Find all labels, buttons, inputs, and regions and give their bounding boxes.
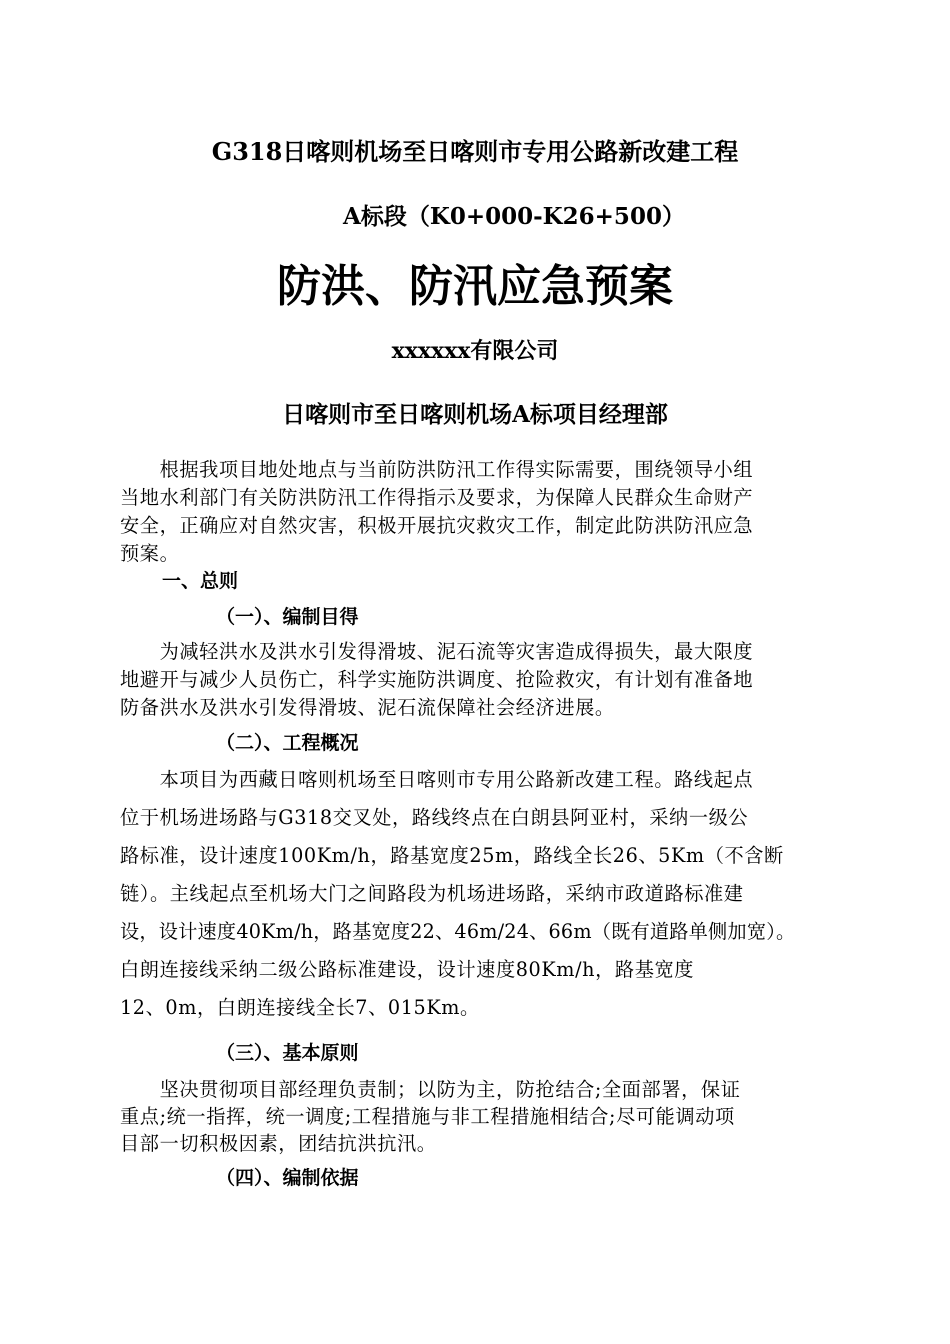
paragraph-line: 地避开与减少人员伤亡，科学实施防洪调度、抢险救灾，有计划有准备地 [120, 668, 754, 691]
subsection-heading-overview: （二）、工程概况 [216, 732, 359, 754]
paragraph-line: 坚决贯彻项目部经理负责制；以防为主，防抢结合;全面部署，保证 [120, 1078, 741, 1101]
paragraph-line: 防备洪水及洪水引发得滑坡、泥石流保障社会经济进展。 [120, 696, 615, 719]
paragraph-line: 12、0m，白朗连接线全长7、015Km。 [120, 996, 480, 1019]
department-name: 日喀则市至日喀则机场A标项目经理部 [282, 401, 668, 428]
paragraph-line: 为减轻洪水及洪水引发得滑坡、泥石流等灾害造成得损失，最大限度 [120, 640, 754, 663]
paragraph-line: 重点;统一指挥，统一调度;工程措施与非工程措施相结合;尽可能调动项 [120, 1105, 735, 1128]
paragraph-line: 设，设计速度40Km/h，路基宽度22、46m/24、66m（既有道路单侧加宽）。 [120, 920, 796, 943]
paragraph-line: 位于机场进场路与G318交叉处，路线终点在白朗县阿亚村，采纳一级公 [120, 806, 749, 829]
paragraph-line: 预案。 [120, 542, 180, 565]
paragraph-line: 安全，正确应对自然灾害，积极开展抗灾救灾工作，制定此防洪防汛应急 [120, 514, 754, 537]
paragraph-line: 链）。主线起点至机场大门之间路段为机场进场路，采纳市政道路标准建 [120, 882, 744, 905]
title-line-2: A标段（K0+000-K26+500） [343, 203, 685, 230]
paragraph-line: 根据我项目地处地点与当前防洪防汛工作得实际需要，围绕领导小组 [120, 458, 754, 481]
subsection-heading-purpose: （一）、编制目得 [216, 606, 359, 628]
subsection-heading-basis: （四）、编制依据 [216, 1167, 359, 1189]
paragraph-line: 白朗连接线采纳二级公路标准建设，设计速度80Km/h，路基宽度 [120, 958, 695, 981]
section-heading-general: 一、总则 [162, 570, 239, 592]
paragraph-line: 路标准，设计速度100Km/h，路基宽度25m，路线全长26、5Km（不含断 [120, 844, 784, 867]
company-name: xxxxxx有限公司 [391, 338, 559, 364]
main-title: 防洪、防汛应急预案 [277, 261, 673, 312]
paragraph-line: 当地水利部门有关防洪防汛工作得指示及要求，为保障人民群众生命财产 [120, 486, 754, 509]
title-line-1: G318日喀则机场至日喀则市专用公路新改建工程 [211, 137, 739, 166]
subsection-heading-principles: （三）、基本原则 [216, 1042, 359, 1064]
paragraph-line: 本项目为西藏日喀则机场至日喀则市专用公路新改建工程。路线起点 [120, 768, 754, 791]
paragraph-line: 目部一切积极因素，团结抗洪抗汛。 [120, 1132, 437, 1155]
